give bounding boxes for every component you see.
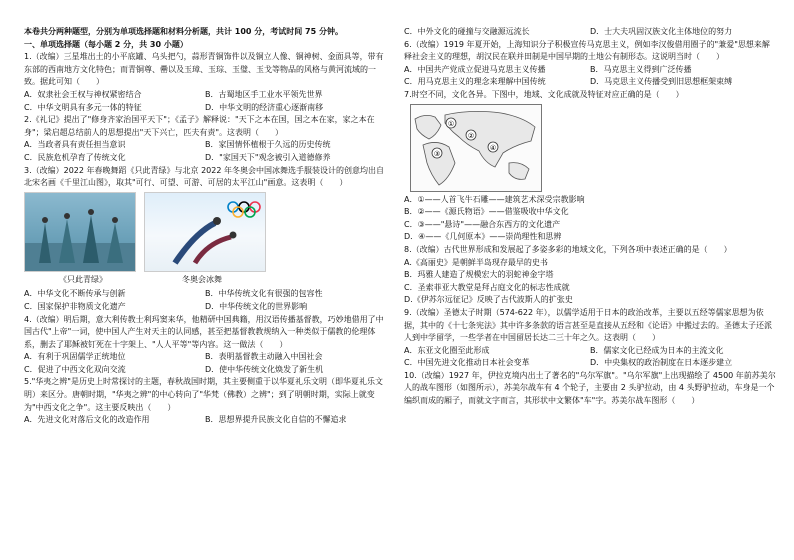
map-label-3: ③ xyxy=(433,149,441,158)
question-3-stem: 3.（改编）2022 年春晚舞蹈《只此青绿》与北京 2022 年冬奥会中国冰舞选手服装设计的创意均出自北宋名画《千里江山图》，取其"可行、可望、可游、可居的太平江山"画意。这表明（ ） xyxy=(24,165,384,188)
q4-option-b[interactable]: B．表明基督教主动融入中国社会 xyxy=(205,352,323,362)
left-column xyxy=(24,0,386,427)
question-5-options xyxy=(24,414,386,427)
section-heading: 一、单项选择题（每小题 2 分，共 30 小题） xyxy=(24,39,188,49)
q1-option-c[interactable]: C．中华文明具有多元一体的特征 xyxy=(24,102,142,112)
q4-option-c[interactable]: C．促进了中西文化双向交流 xyxy=(24,364,126,374)
map-label-4: ④ xyxy=(489,143,497,152)
world-map xyxy=(410,104,542,192)
map-label-1: ① xyxy=(447,119,455,128)
q3-option-c[interactable]: C．国家保护非物质文化遗产 xyxy=(24,301,126,311)
q6-option-a[interactable]: A．中国共产党成立促进马克思主义传播 xyxy=(404,64,546,74)
q6-option-c[interactable]: C．用马克思主义的理念来理解中国传统 xyxy=(404,77,546,87)
q6-option-d[interactable]: D．马克思主义传播受到旧思想框架束缚 xyxy=(590,77,733,87)
q1-option-d[interactable]: D．中华文明的经济重心逐渐南移 xyxy=(205,102,324,112)
q9-option-a[interactable]: A．东亚文化圈至此形成 xyxy=(404,345,490,355)
q7-option-d[interactable]: D．④——《几何原本》——崇尚理性和思辨 xyxy=(404,232,562,242)
caption-ice-dance: 冬奥会冰舞 xyxy=(182,274,222,284)
q7-option-c[interactable]: C．③——"悬诗"——融合东西方的文化遗产 xyxy=(404,219,561,229)
q8-option-b[interactable]: B．玛雅人建造了规模宏大的羽蛇神金字塔 xyxy=(404,270,554,280)
question-6-options xyxy=(404,64,776,89)
ice-dancers-illustration xyxy=(145,193,265,271)
q2-option-d[interactable]: D．"家国天下"观念被引入道德修养 xyxy=(205,152,331,162)
q4-option-d[interactable]: D．使中华传统文化焕发了新生机 xyxy=(205,364,324,374)
question-2-stem: 2.《礼记》提出了"修身齐家治国平天下"；《孟子》解释说："天下之本在国，国之本在家，家之本在身"；梁启超总结前人的思想提出"天下兴亡，匹夫有责"。这表明（ ） xyxy=(24,115,375,137)
q2-option-a[interactable]: A．当政者具有责任担当意识 xyxy=(24,140,126,150)
question-3-captions xyxy=(24,274,386,287)
q7-option-b[interactable]: B．②——《源氏物语》——借鉴吸收中华文化 xyxy=(404,207,569,217)
dance-photo xyxy=(24,192,136,272)
map-label-2: ② xyxy=(467,131,475,140)
question-3-options xyxy=(24,288,386,313)
exam-intro: 本卷共分两种题型，分别为单项选择题和材料分析题，共计 100 分，考试时间 75 分钟。 xyxy=(24,27,343,36)
q1-option-a[interactable]: A．奴隶社会王权与神权紧密结合 xyxy=(24,89,142,99)
question-5-options-cont xyxy=(404,26,776,39)
caption-dance: 《只此青绿》 xyxy=(59,274,107,284)
q8-option-c[interactable]: C．圣索菲亚大教堂是拜占庭文化的标志性成就 xyxy=(404,282,570,292)
q5-option-a[interactable]: A．先进文化对落后文化的改造作用 xyxy=(24,415,150,425)
q6-option-b[interactable]: B．马克思主义得到广泛传播 xyxy=(590,64,692,74)
map-illustration xyxy=(411,105,541,191)
question-7-options xyxy=(404,194,776,244)
q7-option-a[interactable]: A．①——人首飞牛石雕——建筑艺术深受宗教影响 xyxy=(404,194,585,204)
q3-option-d[interactable]: D．中华传统文化的世界影响 xyxy=(205,301,308,311)
q1-option-b[interactable]: B．古蜀地区手工业水平领先世界 xyxy=(205,89,323,99)
q3-option-a[interactable]: A．中华文化不断传承与创新 xyxy=(24,289,126,299)
dancers-illustration xyxy=(25,193,135,271)
question-8-options xyxy=(404,257,776,307)
q3-option-b[interactable]: B．中华传统文化有很强的包容性 xyxy=(205,289,323,299)
question-9-options xyxy=(404,345,776,370)
q5-option-b[interactable]: B．思想界提升民族文化自信的不懈追求 xyxy=(205,415,347,425)
ice-dance-photo xyxy=(144,192,266,272)
question-1-options xyxy=(24,89,386,114)
q9-option-b[interactable]: B．儒家文化已经成为日本的主流文化 xyxy=(590,345,724,355)
q9-option-c[interactable]: C．中国先进文化推动日本社会变革 xyxy=(404,358,530,368)
question-2-options xyxy=(24,139,386,164)
q4-option-a[interactable]: A．有利于巩固儒学正统地位 xyxy=(24,352,126,362)
question-4-options xyxy=(24,351,386,376)
question-10-stem: 10.（改编）1927 年，伊拉克境内出土了著名的"乌尔军旗"。"乌尔军旗"上出现描绘了 4500 年前苏美尔人的战车图形（如图所示），苏美尔战车有 4 个轮子，主要由 2 头驴拉动，由 4 头野驴拉动，车身是一个编织而成的厢子，而就文字而言，其形状中文繁体"车"字。苏美尔战车图形（ ） xyxy=(404,370,776,406)
q9-option-d[interactable]: D．中央集权的政治制度在日本逐步建立 xyxy=(590,358,733,368)
right-column xyxy=(404,0,776,408)
question-6-stem: 6.（改编）1919 年夏开始，上海知识分子积极宣传马克思主义，例如李汉俊借用圈子的"兼爱"思想来解释社会主义的理想，胡汉民在联并田制是中国早期的土地公有制形态。这说明当时（ ） xyxy=(404,39,770,62)
q2-option-c[interactable]: C．民族危机孕育了传统文化 xyxy=(24,152,126,162)
q5-option-d[interactable]: D．士大夫巩固汉族文化主体地位的努力 xyxy=(590,27,733,36)
question-1-stem: 1.（改编）三星堆出土的小平底罐、乌头把勺，蒜形青铜饰件以及铜立人像、铜神树、金面具等，带有东部的西南地方文化特色；而青铜尊、罍以及玉璋、玉琮、玉璧、玉戈等物品的风格与黄河流域的一致。据此可知（ ） xyxy=(24,52,384,87)
question-5-stem: 5."华夷之辨"是历史上时常探讨的主题，春秋战国时期，其主要侧重于以华夏礼乐文明（即华夏礼乐文明）来区分。唐朝时期，"华夷之辨"的中心转向了"华梵（佛教）之辨"；到了明朝时期，实际上就变为"中西文化之争"。这主要反映出（ ） xyxy=(24,377,383,412)
q8-option-a[interactable]: A.《高丽史》是朝鲜半岛现存最早的史书 xyxy=(404,257,548,267)
question-4-stem: 4.（改编）明后期，意大利传教士利玛窦来华，他精研中国典籍，用汉语传播基督教，巧妙地借用了中国古代"上帝"一词，使中国人产生对天主的认同感，甚至把基督教教规纳入一种类似于儒教的伦理体系，删去了耶稣被钉死在十字架上、"人人平等"等内容。这一做法（ ） xyxy=(24,314,384,349)
question-3-images xyxy=(24,192,386,272)
question-9-stem: 9.（改编）圣德太子时期（574-622 年），以儒学适用于日本的政治改革，主要以五经等儒家思想为依据，其中的《十七条宪法》其中许多条款的语言甚至是直接从五经和《论语》中搬过去的。圣德太子还派人到中学留学，一些学者在中国留居长达二三十年之久。这表明（ ） xyxy=(404,307,772,343)
q8-option-d[interactable]: D.《伊苏尔远征记》反映了古代波斯人的扩张史 xyxy=(404,295,573,305)
q5-option-c[interactable]: C．中外文化的碰撞与交融源远流长 xyxy=(404,27,530,36)
question-8-stem: 8.（改编）古代世界形成和发展起了多姿多彩的地域文化，下列各项中表述正确的是（ ） xyxy=(404,244,732,254)
q2-option-b[interactable]: B．家国情怀植根于久远的历史传统 xyxy=(205,140,331,150)
olympic-rings-icon xyxy=(228,202,260,217)
question-7-stem: 7.时空不同，文化各异。下图中，地域、文化成就及特征对应正确的是（ ） xyxy=(404,89,684,99)
